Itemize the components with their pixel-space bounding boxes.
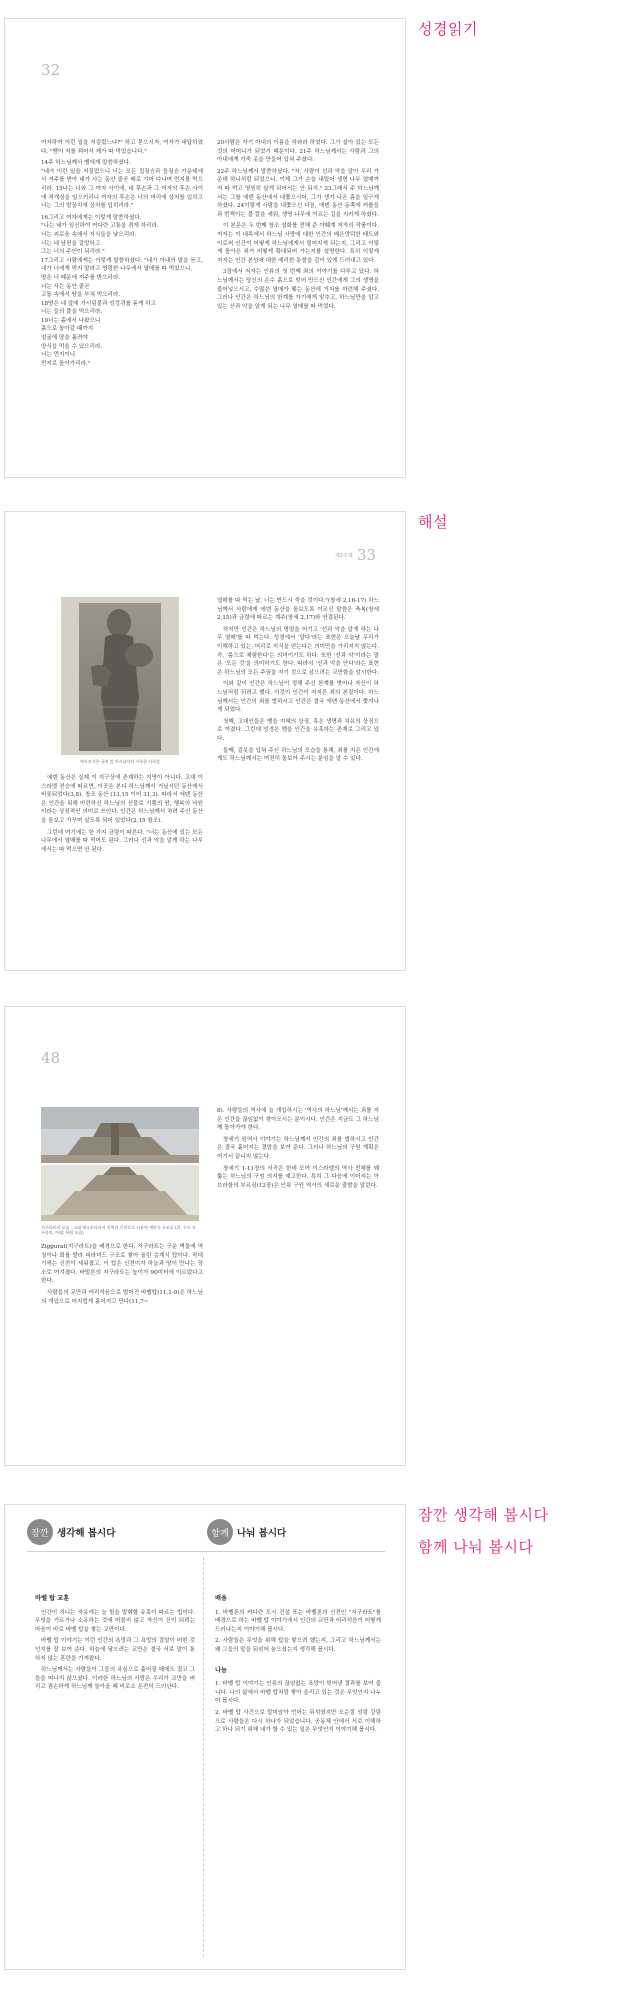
commentary-paragraph: 하지만 인간은 하느님의 명령을 어기고 '선과 악을 알게 하는 나무 열매'를 따 먹는다. 성경에서 '알다'라는 표현은 오늘날 우리가 이해하고 있는, 머리로 지식을 얻는다는 의미만을 가리지지 않는다. 즉, '몸으로 체험한다'는 의미이기도 하다. 또한 '선과 악'이라는 말은 '모든 것'을 의미하기도 한다. 따라서 '선과 악을 안다'라는 표현은 하느님의 모든 주권을 자기 것으로 삼으려는 교만함을 암시한다. — [217, 626, 381, 676]
verse: 여자하여 이런 일을 저질렀느냐?" 하고 묻으시자, 여자가 대답하였다. "뱀이 저를 꾀어서 제가 따 먹었습니다." — [41, 140, 203, 155]
share-subhead-sharing: 나눔 — [215, 1666, 227, 1674]
section-label-think: 잠깐 생각해 봅시다 — [418, 1506, 549, 1524]
right-column — [217, 1107, 379, 1193]
commentary-paragraph: 8). 사람들의 역사에 늘 개입하시는 '역사의 하느님'께서는 죄를 지은 인간을 끊임없이 찾아오시는 분이시다. 인간은 지금도 그 하느님께 돌아가야 한다. — [217, 1108, 379, 1132]
share-question: 2. 사람들은 무엇을 위해 탑을 쌓으려 했는지, 그리고 하느님께서는 왜 그들의 말을 뒤섞어 놓으셨는지 생각해 봅시다. — [215, 1638, 383, 1653]
commentary-paragraph: 첫째, 고대인들은 뱀을 지혜의 상징, 혹은 생명과 치유의 상징으로 여겼다. 그런데 성경은 뱀을 인간을 유혹하는 존재로 그리고 있다. — [217, 718, 379, 742]
photo-caption: 야사르가온 궁전 앞 아시리아의 거룩한 사자상 — [80, 759, 160, 764]
page-48 — [4, 1006, 406, 1466]
think-header — [27, 1519, 115, 1545]
ziggurat-image — [41, 1165, 199, 1221]
header-rule — [27, 1551, 385, 1552]
share-question: 1. 바벨론의 커다란 도시 건설 또는 바벨론의 신전인 "지구라트"를 배경으로 하는 바벨 탑 이야기에서 인간의 교만과 어리석음이 어떻게 드러나는지 이야기해 봅시다. — [215, 1609, 383, 1633]
verse: 17그리고 사람에게는 이렇게 말씀하셨다. "네가 아내의 말을 듣고, 내가 너에게 먹지 말라고 명령한 나무에서 열매를 따 먹었으니, — [41, 257, 205, 273]
verse: 양식을 먹을 수 있으리라. — [41, 343, 103, 350]
verse: 너는 먼지이니 — [41, 352, 76, 359]
right-column — [217, 597, 379, 767]
verse: 그는 너의 주인이 되리라." — [41, 249, 105, 256]
commentary-paragraph: 창세기 1-11장의 서곡은 한데 모여 이스라엘의 역사 전체를 꿰뚫는 하느님의 구원 의지를 예고한다. 특히 그 다음에 이어지는 아브라함의 부르심(12장)은 인류 구원 역사의 새로운 출발을 알린다. — [217, 1165, 379, 1189]
page-number: 32 — [41, 61, 61, 79]
share-header — [207, 1519, 286, 1545]
commentary-paragraph: 사람들의 교만과 어리석음으로 벌어진 바벨탑(11,1-9)은 하느님의 개입으로 어지럽게 흩어지고 만다(11,7~ — [41, 1289, 203, 1305]
share-question: 2. 바벨 탑 사건으로 말미암아 언어는 뒤섞였지만 오순절 성령 강림으로 사람들은 다시 하나가 되었습니다. 공동체 안에서 서로 이해하고 하나 되기 위해 내가 할 수 있는 일은 무엇인지 이야기해 봅시다. — [215, 1709, 381, 1734]
think-title: 생각해 봅시다 — [57, 1528, 116, 1539]
verse: 16그리고 여자에게는 이렇게 말씀하셨다. — [41, 214, 142, 221]
think-subhead: 바벨 탑 교훈 — [35, 1595, 70, 1602]
think-paragraph: 인간이 지니는 자유에는 늘 힘을 발휘할 유혹이 따르는 법이다. 무엇을 기르거나 소유하는 것에 머물지 않고 자신이 신이 되려는 마음이 바로 바벨 탑을 쌓는 교만이다. — [35, 1609, 197, 1633]
verse: 22주 하느님께서 말씀하셨다. "자, 사람이 선과 악을 알아 우리 가운데 하나처럼 되었으니, 이제 그가 손을 내밀어 생명 나무 열매까지 따 먹고 영원히 살게 되어서는 안 되지." 23그래서 주 하느님께서는 그를 에덴 동산에서 내쫓으시어, 그가 생겨 나온 흙을 일구게 하셨다. 24이렇게 사람을 내쫓으신 다음, 에덴 동산 동쪽에 커룹들과 번쩍이는 불 칼을 세워, 생명 나무에 이르는 길을 지키게 하셨다. — [217, 168, 381, 218]
share-question: 1. 바벨 탑 이야기는 인류의 끊임없는 욕망이 빚어낸 결과를 보여 줍니다. 나의 삶에서 바벨 탑처럼 쌓아 올리고 있는 것은 무엇인지 나누어 봅시다. — [215, 1681, 381, 1705]
ziggurat-photo-top — [41, 1107, 199, 1163]
page-number: 33 — [357, 546, 377, 564]
share-column — [215, 1589, 381, 1738]
relief-image — [61, 597, 179, 755]
verse: 땅은 너 때문에 저주를 받으리라. — [41, 274, 121, 281]
ziggurat-image — [41, 1107, 199, 1163]
commentary-paragraph: 둘째, 겉옷을 입혀 주신 하느님의 모습을 통해, 죄를 지은 인간에게도 하느님께서는 여전히 돌보아 주시는 분임을 알 수 있다. — [217, 747, 379, 763]
think-column — [35, 1589, 195, 1695]
page-number: 48 — [41, 1049, 61, 1067]
share-title: 나눠 봅시다 — [237, 1528, 287, 1539]
think-paragraph: 하느님께서는 사람들이 그들의 욕심으로 흩어질 때에도 결코 그들을 떠나지 않으셨다. 이러한 하느님의 사랑은 우리가 교만을 버리고 겸손하게 하느님께 돌아올 때 비로소 온전히 드러난다. — [35, 1667, 195, 1691]
verse: 너는 네 남편을 갈망하고 — [41, 240, 101, 247]
verse: "나는 네가 임신하여 커다란 고통을 겪게 하리라. — [41, 223, 159, 230]
think-paragraph: 바벨 탑 이야기는 이런 인간의 욕망과 그 욕망의 결말이 어떤 것인지를 잘 보여 준다. 하늘에 닿으려는 교만은 결국 서로 말이 통하지 않는 혼란을 가져왔다. — [35, 1638, 195, 1662]
commentary-paragraph: 열매를 따 먹는 날, 너는 반드시 죽을 것이다."(창세 2,16-17) 하느님께서 사람에게 에덴 동산을 돌보도록 이르신 말씀은 축복(창세 2,15)과 금령에 따르는 계주(창세 2,17)와 연결된다. — [217, 598, 381, 622]
verse: 19너는 흙에서 나왔으니 — [41, 317, 101, 324]
discussion-page — [4, 1504, 406, 1970]
share-subhead-learning: 배움 — [215, 1595, 227, 1602]
verse: 너는 괴로움 속에서 자식들을 낳으리라. — [41, 231, 137, 238]
section-label-share: 함께 나눠 봅시다 — [418, 1538, 534, 1556]
page-33 — [4, 511, 406, 971]
verse: 14주 하느님께서 뱀에게 말씀하셨다. — [41, 160, 131, 167]
commentary-paragraph: 에덴 동산은 실제 이 지구상에 존재하는 지명이 아니다. 고대 이스라엘 전승에 따르면, 이곳은 본디 하느님께서 거닐시던 동산에서 비롯되었다(3,8). 창조 동산 (13,15 이어 31,3). 따라서 에덴 동산은 인간을 위해 마련하신 하느님의 선물로 기쁨의 땅, 행복의 낙원이라는 상징적인 의미로 쓰인다. 인간은 하느님께서 차려 주신 동산을 돌보고 가꾸며 살도록 되어 있었다(2,15 참조). — [41, 775, 205, 824]
left-column — [41, 774, 203, 857]
verse: 20사람은 자기 아내의 이름을 하와라 하였다. 그가 살아 있는 모든 것의 어머니가 되었기 때문이다. 21주 하느님께서는 사람과 그의 아내에게 가죽 옷을 만들어 입혀 주셨다. — [217, 140, 381, 164]
verse: 흙으로 돌아갈 때까지 — [41, 326, 94, 333]
left-column — [41, 139, 203, 368]
ziggurat-photo-bottom — [41, 1165, 199, 1221]
column-divider — [203, 1557, 204, 1957]
commentary-paragraph: 창세기 원역사 이야기는 하느님께서 인간의 죄를 벌하시고 인간은 결국 흩어지는 결말을 보여 준다. 그러나 하느님의 구원 계획은 여기서 끝나지 않는다. — [217, 1136, 381, 1160]
share-badge: 함께 — [207, 1519, 233, 1545]
photo-caption: 지구라트의 모습 : 고대 메소포타미아 지역의 신전으로 사용된 계단식 구조물 (위: 우르 지구라트, 아래: 복원 모습) — [41, 1225, 196, 1235]
verse: 너는 들의 풀을 먹으리라. — [41, 309, 103, 316]
right-column — [217, 139, 379, 314]
commentary-paragraph: 그런데 여기에는 한 가지 금령이 따른다. "너는 동산에 있는 모든 나무에서 열매를 따 먹어도 된다. 그러나 선과 악을 알게 하는 나무에서는 따 먹으면 안 된다. — [41, 829, 205, 853]
verse: 18땅은 네 앞에 가시덤불과 엉겅퀴를 돋게 하고 — [41, 300, 157, 307]
left-column — [41, 1243, 203, 1309]
commentary-paragraph: 이와 같이 인간은 하느님이 정해 주신 한계를 벗어나 자신이 하느님처럼 되려고 했다. 이것이 인간이 저지른 죄의 본질이다. 하느님께서는 인간의 죄를 벌하시고 인간은 결국 에덴 동산에서 쫓겨나게 되었다. — [217, 681, 379, 714]
verse: 너는 사는 동안 줄곧 — [41, 283, 90, 290]
verse: 얼굴에 땀을 흘려야 — [41, 335, 88, 342]
commentary-paragraph: Ziggurat(지구라트)을 배경으로 한다. 지구라트는 구운 벽돌에 역청이나 회를 발라 피라미드 구조로 쌓아 올린 층계식 탑이다. 꼭대기에는 신전이 세워졌고, 이 탑은 신전이자 하늘과 땅이 만나는 장소로 여겨졌다. 바빌론의 지구라트는 높이가 90미터에 이르렀다고 한다. — [41, 1244, 205, 1285]
verse: "네가 이런 일을 저질렀으니 너는 모든 집짐승과 들짐승 가운데에서 저주를 받아 네가 사는 동안 줄곧 배로 기어 다니며 먼지를 먹으리라. 15나는 너와 그 여자 사이에, 네 후손과 그 여자의 후손 사이에 적개심을 일으키리니 여자의 후손은 너의 머리에 상처를 입히고 너는 그의 발꿈치에 상처를 입히리라." — [41, 168, 205, 210]
commentary-paragraph: 3장에서 저자는 인류의 첫 번째 죄의 이야기를 다루고 있다. 하느님께서는 당신의 손수 흙으로 빚어 만드신 인간에게 그의 생명을 불어넣으시고, 수많은 열매가 맺는 동산에 거처를 마련해 주셨다. 그러나 인간은 하느님의 한계를 자기에게 맞추고, 하느님만을 알고 있는 선과 악을 알게 되는 나무 열매를 따 먹었다. — [217, 269, 381, 310]
section-label-commentary: 해설 — [418, 513, 448, 531]
page-32 — [4, 18, 406, 478]
commentary-paragraph: 이 본문은 두 번째 창조 설화를 전해 준 야훼계 저자의 작품이다. 저자는 이 대목에서 하느님 사랑에 대한 인간의 배은망덕한 태도와 이로써 인간이 어떻게 하느님에게서 멀어지게 되는지, 그리고 이렇게 돌아온 죄가 어떻게 확대되어 가는지를 설명한다. 특히 이렇게 저자는 인간 본성에 대한 예리한 통찰을 감이 있게 드러내고 있다. — [217, 223, 381, 264]
running-head: 제2주제 — [335, 553, 353, 559]
think-badge: 잠깐 — [27, 1519, 53, 1545]
verse: 고통 속에서 땅을 부쳐 먹으리라. — [41, 292, 121, 299]
verse: 먼지로 돌아가리라." — [41, 360, 91, 367]
section-label-reading: 성경읽기 — [418, 20, 478, 38]
relief-photo — [61, 597, 179, 755]
